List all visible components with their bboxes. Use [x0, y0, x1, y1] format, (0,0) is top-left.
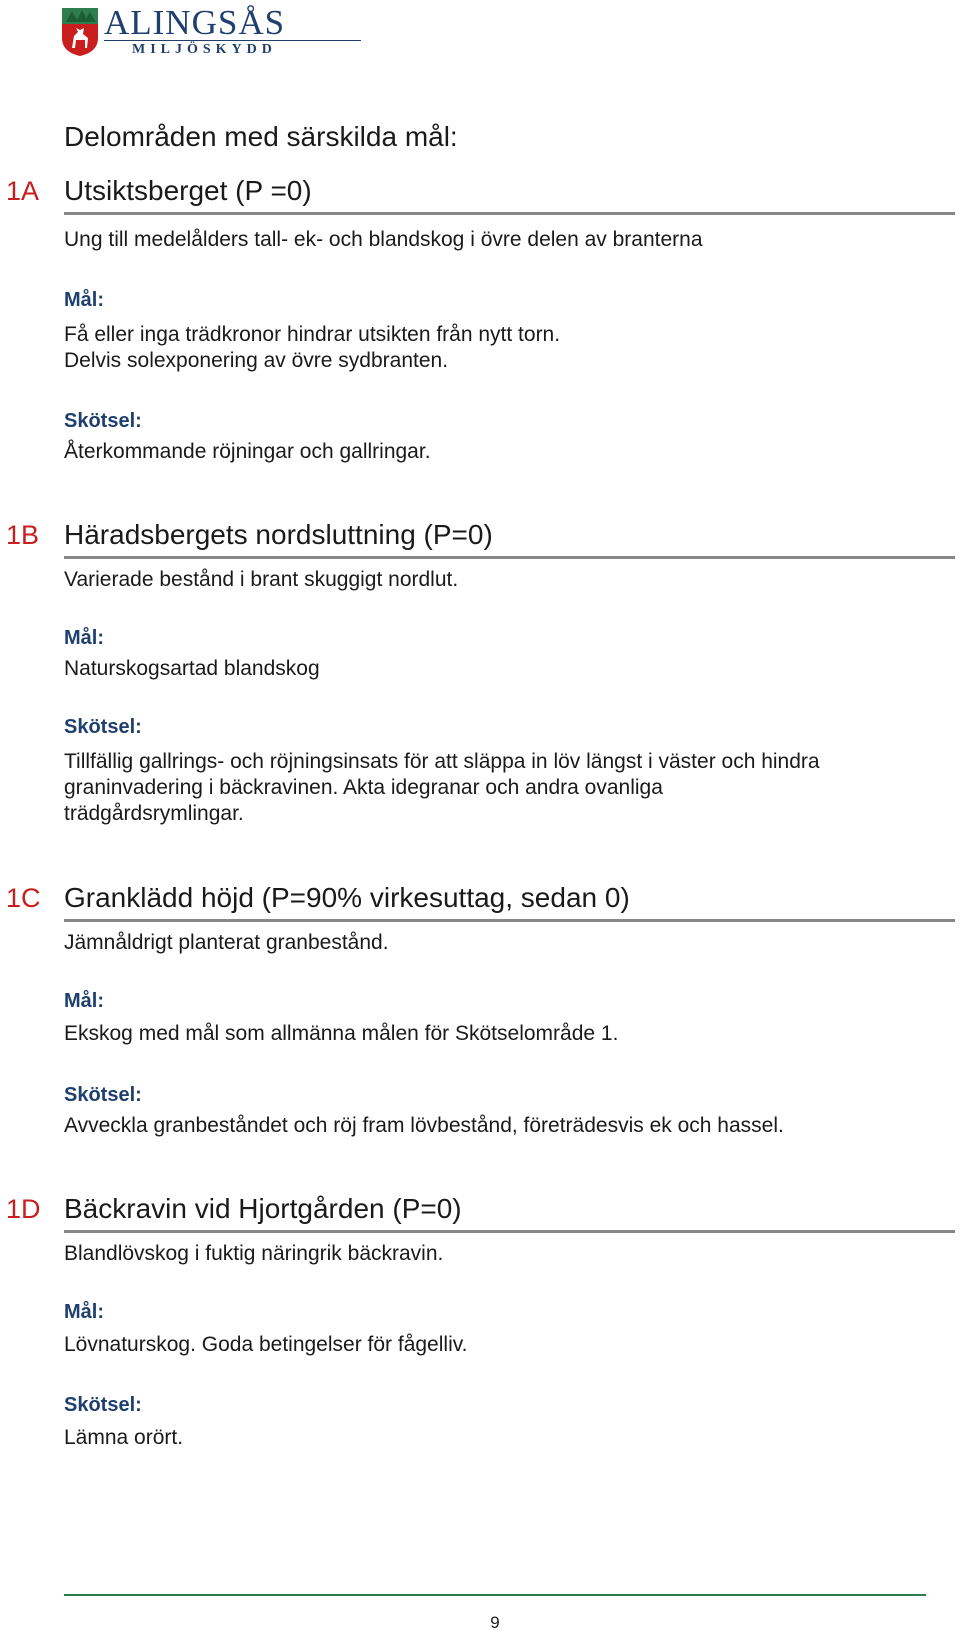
care-line: Tillfällig gallrings- och röjningsinsats för att släppa in löv längst i väster och hindra — [64, 750, 820, 773]
care-line: Lämna orört. — [64, 1426, 184, 1449]
section-rule-1a — [64, 212, 955, 215]
logo-subtitle: MILJÖSKYDD — [132, 42, 277, 57]
goal-label-1d: Mål: — [64, 1301, 104, 1323]
section-description-1b: Varierade bestånd i brant skuggigt nordlut. — [64, 568, 459, 591]
care-line: trädgårdsrymlingar. — [64, 802, 244, 825]
page-heading: Delområden med särskilda mål: — [64, 121, 458, 152]
section-description-1d: Blandlövskog i fuktig näringrik bäckravin. — [64, 1242, 444, 1265]
section-title-1d: Bäckravin vid Hjortgården (P=0) — [64, 1193, 462, 1224]
goal-line: Få eller inga trädkronor hindrar utsikten från nytt torn. — [64, 323, 561, 346]
care-line: Återkommande röjningar och gallringar. — [64, 440, 431, 463]
section-code-1c: 1C — [6, 883, 41, 913]
care-label-1d: Skötsel: — [64, 1394, 142, 1416]
section-rule-1b — [64, 556, 955, 559]
goal-line: Naturskogsartad blandskog — [64, 657, 320, 680]
section-rule-1c — [64, 919, 955, 922]
alingsas-logo — [62, 3, 312, 57]
goal-label-1b: Mål: — [64, 627, 104, 649]
section-description-1c: Jämnåldrigt planterat granbestånd. — [64, 931, 389, 954]
care-label-1b: Skötsel: — [64, 716, 142, 738]
care-label-1a: Skötsel: — [64, 410, 142, 432]
goal-line: Ekskog med mål som allmänna målen för Skötselområde 1. — [64, 1022, 619, 1045]
logo-name: ALINGSÅS — [104, 3, 286, 42]
page-number: 9 — [490, 1613, 500, 1632]
section-code-1a: 1A — [6, 176, 40, 206]
section-rule-1d — [64, 1230, 955, 1233]
care-line: graninvadering i bäckravinen. Akta idegranar och andra ovanliga — [64, 776, 663, 799]
footer-rule — [64, 1594, 926, 1596]
section-description-1a: Ung till medelålders tall- ek- och blandskog i övre delen av branterna — [64, 228, 703, 251]
goal-label-1c: Mål: — [64, 990, 104, 1012]
care-line: Avveckla granbeståndet och röj fram lövbestånd, företrädesvis ek och hassel. — [64, 1114, 784, 1137]
section-code-1d: 1D — [6, 1194, 41, 1224]
section-title-1a: Utsiktsberget (P =0) — [64, 175, 312, 206]
section-title-1c: Granklädd höjd (P=90% virkesuttag, sedan 0) — [64, 882, 630, 913]
goal-line: Delvis solexponering av övre sydbranten. — [64, 349, 449, 372]
coat-of-arms-icon — [62, 8, 98, 56]
section-title-1b: Häradsbergets nordsluttning (P=0) — [64, 519, 493, 550]
goal-label-1a: Mål: — [64, 289, 104, 311]
care-label-1c: Skötsel: — [64, 1084, 142, 1106]
goal-line: Lövnaturskog. Goda betingelser för fågelliv. — [64, 1333, 468, 1356]
section-code-1b: 1B — [6, 520, 40, 550]
